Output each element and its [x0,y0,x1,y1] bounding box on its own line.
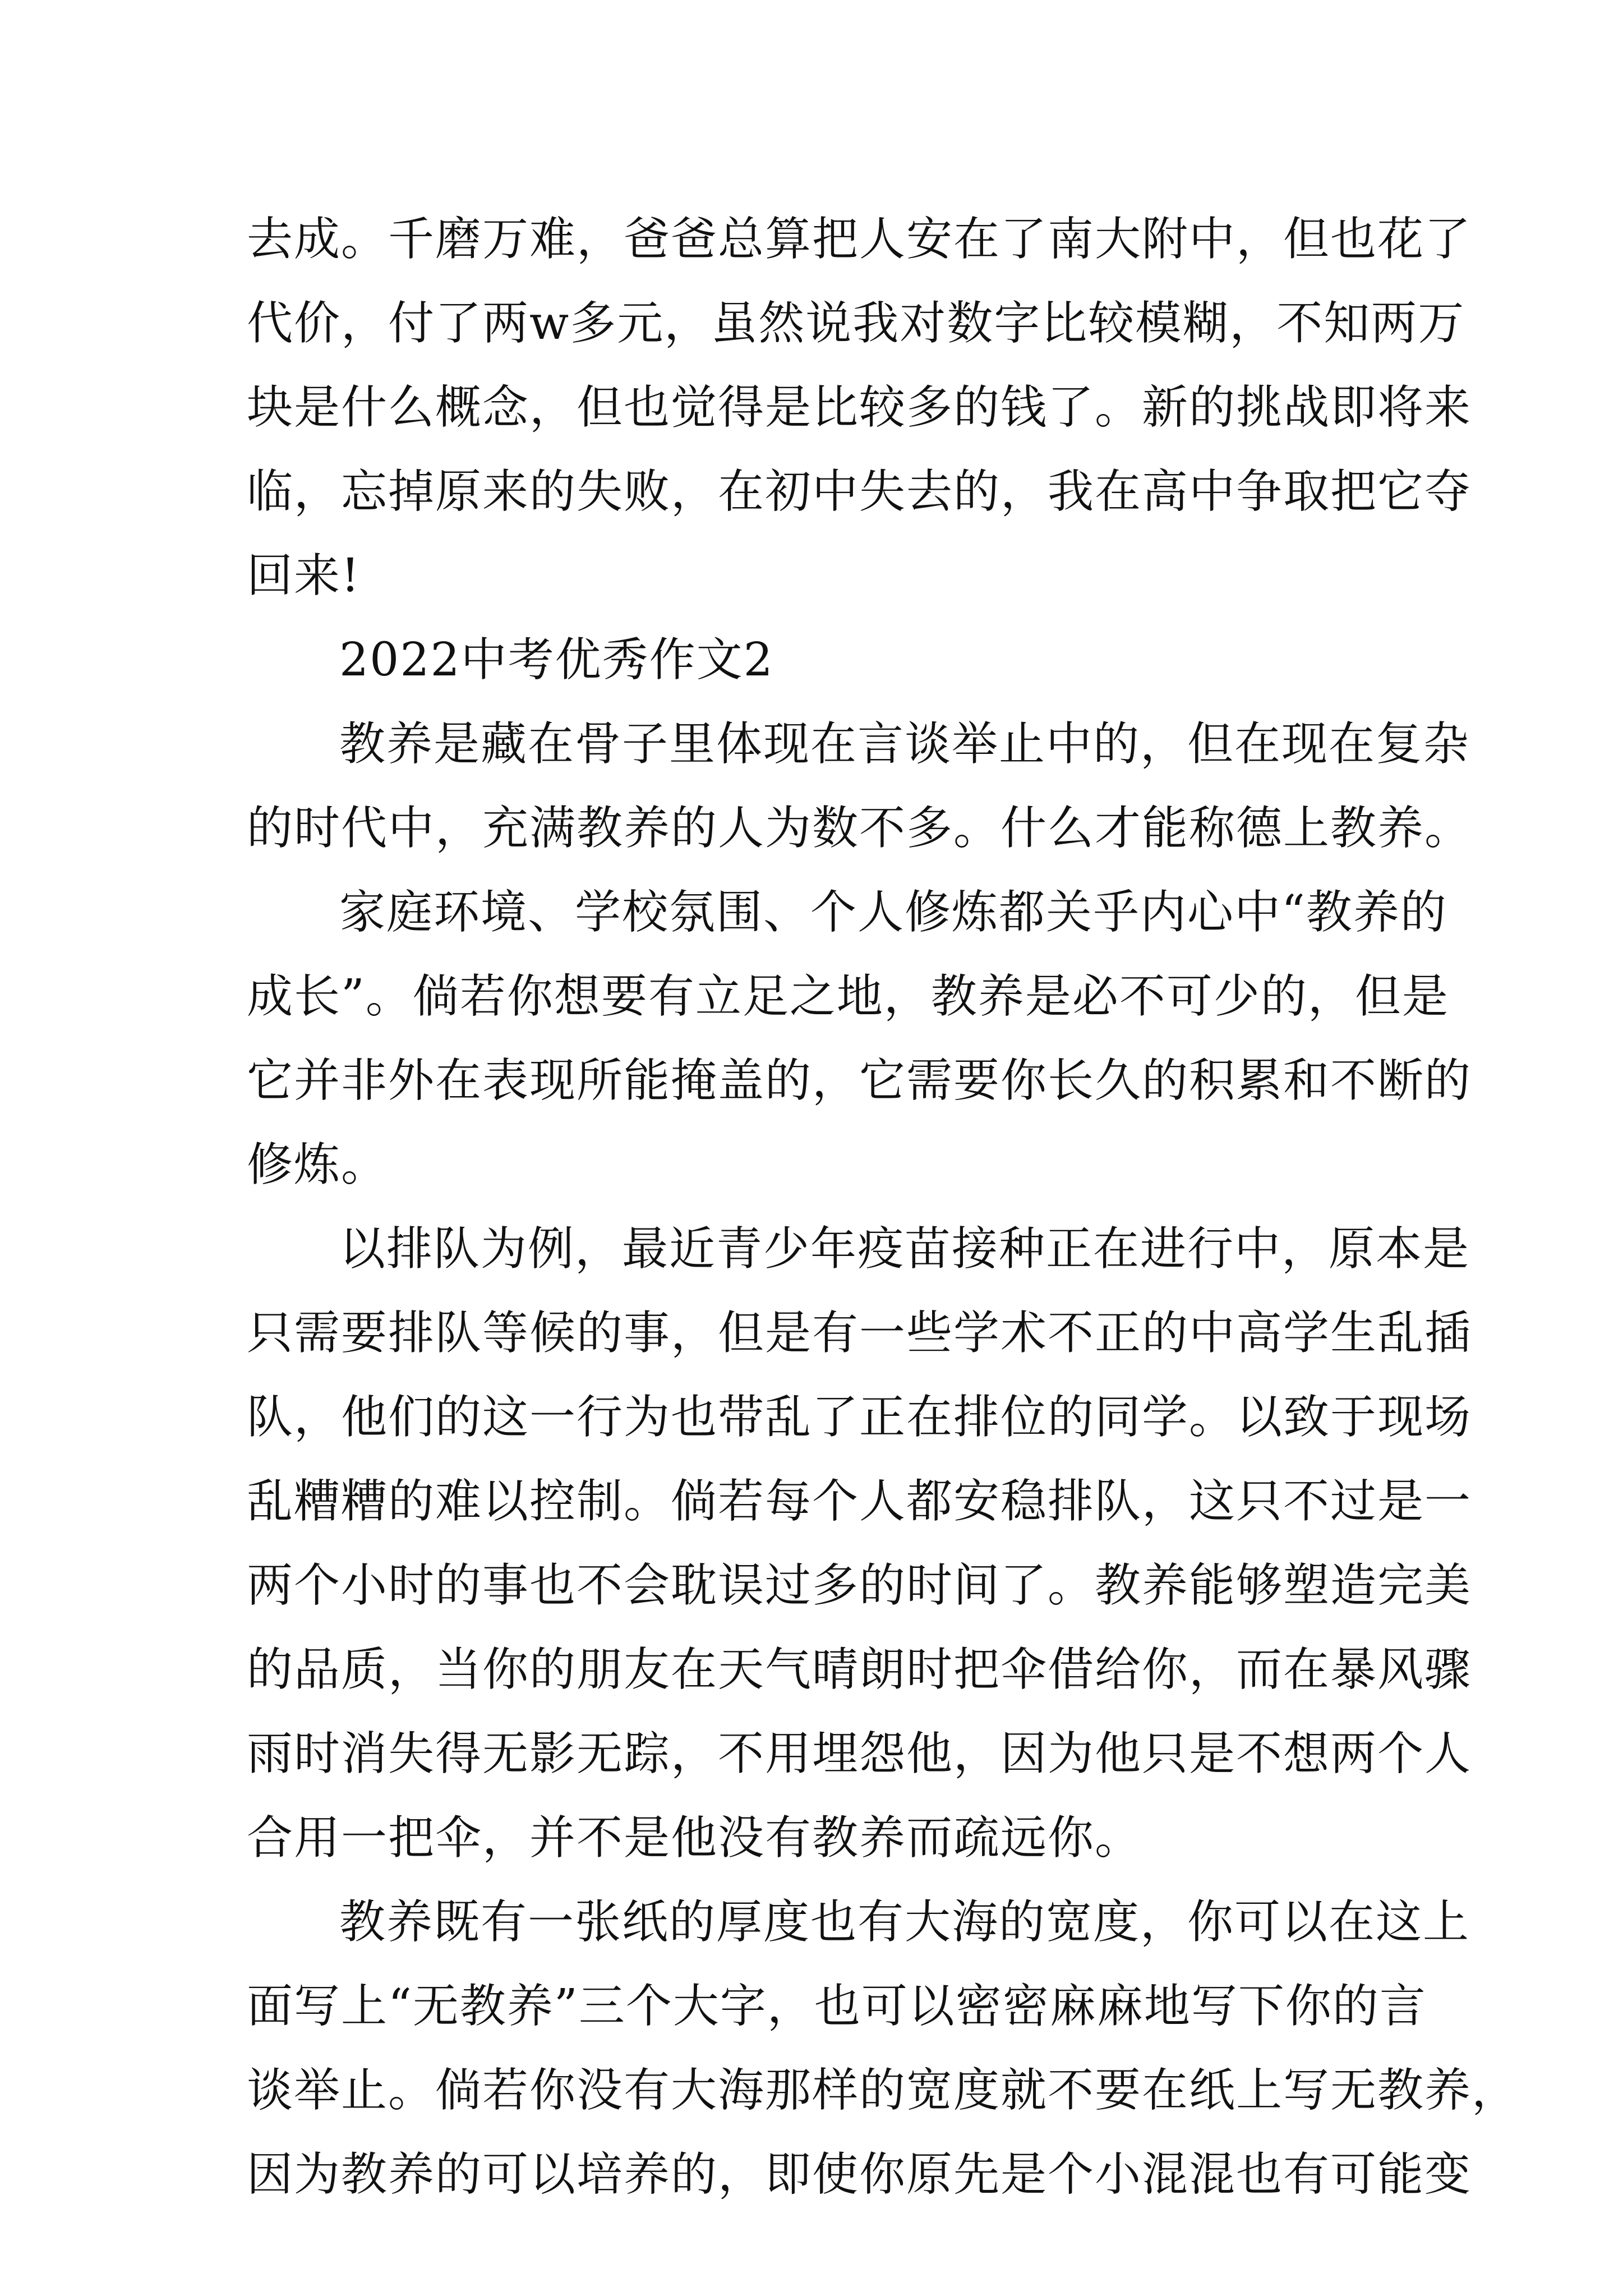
text-line: 面写上“无教养”三个大字，也可以密密麻麻地写下你的言 [247,1980,1427,2033]
essay-body [247,197,1519,2217]
text-line: 只需要排队等候的事，但是有一些学术不正的中高学生乱插 [247,1306,1472,1360]
text-line: 因为教养的可以培养的，即使你原先是个小混混也有可能变 [247,2148,1472,2201]
text-line: 它并非外在表现所能掩盖的，它需要你长久的积累和不断的 [247,1054,1472,1107]
text-line: 的时代中，充满教养的人为数不多。什么才能称德上教养。 [247,802,1472,855]
text-line: 队，他们的这一行为也带乱了正在排位的同学。以致于现场 [247,1391,1472,1444]
text-line: 去成。千磨万难，爸爸总算把人安在了南大附中，但也花了 [247,213,1472,266]
text-line: 代价，付了两w多元，虽然说我对数字比较模糊，不知两万 [247,297,1465,350]
text-line: 以排队为例，最近青少年疫苗接种正在进行中，原本是 [339,1222,1470,1276]
text-line: 乱糟糟的难以控制。倘若每个人都安稳排队，这只不过是一 [247,1475,1472,1528]
text-line: 临，忘掉原来的失败，在初中失去的，我在高中争取把它夺 [247,465,1472,518]
text-line: 教养既有一张纸的厚度也有大海的宽度，你可以在这上 [339,1895,1470,1949]
text-line: 块是什么概念，但也觉得是比较多的钱了。新的挑战即将来 [247,381,1472,434]
text-line: 家庭环境、学校氛围、个人修炼都关乎内心中“教养的 [339,886,1447,939]
text-line: 合用一把伞，并不是他没有教养而疏远你。 [247,1811,1142,1865]
text-line: 回来! [247,549,361,602]
text-line: 成长”。倘若你想要有立足之地，教养是必不可少的，但是 [247,970,1449,1023]
text-line: 教养是藏在骨子里体现在言谈举止中的，但在现在复杂 [339,717,1470,771]
text-line: 谈举止。倘若你没有大海那样的宽度就不要在纸上写无教养， [247,2064,1519,2117]
text-line: 雨时消失得无影无踪，不用埋怨他，因为他只是不想两个人 [247,1727,1472,1780]
section-heading: 2022中考优秀作文2 [339,633,774,687]
text-line: 的品质，当你的朋友在天气晴朗时把伞借给你，而在暴风骤 [247,1643,1472,1696]
text-line: 修炼。 [247,1138,389,1191]
text-line: 两个小时的事也不会耽误过多的时间了。教养能够塑造完美 [247,1559,1472,1612]
